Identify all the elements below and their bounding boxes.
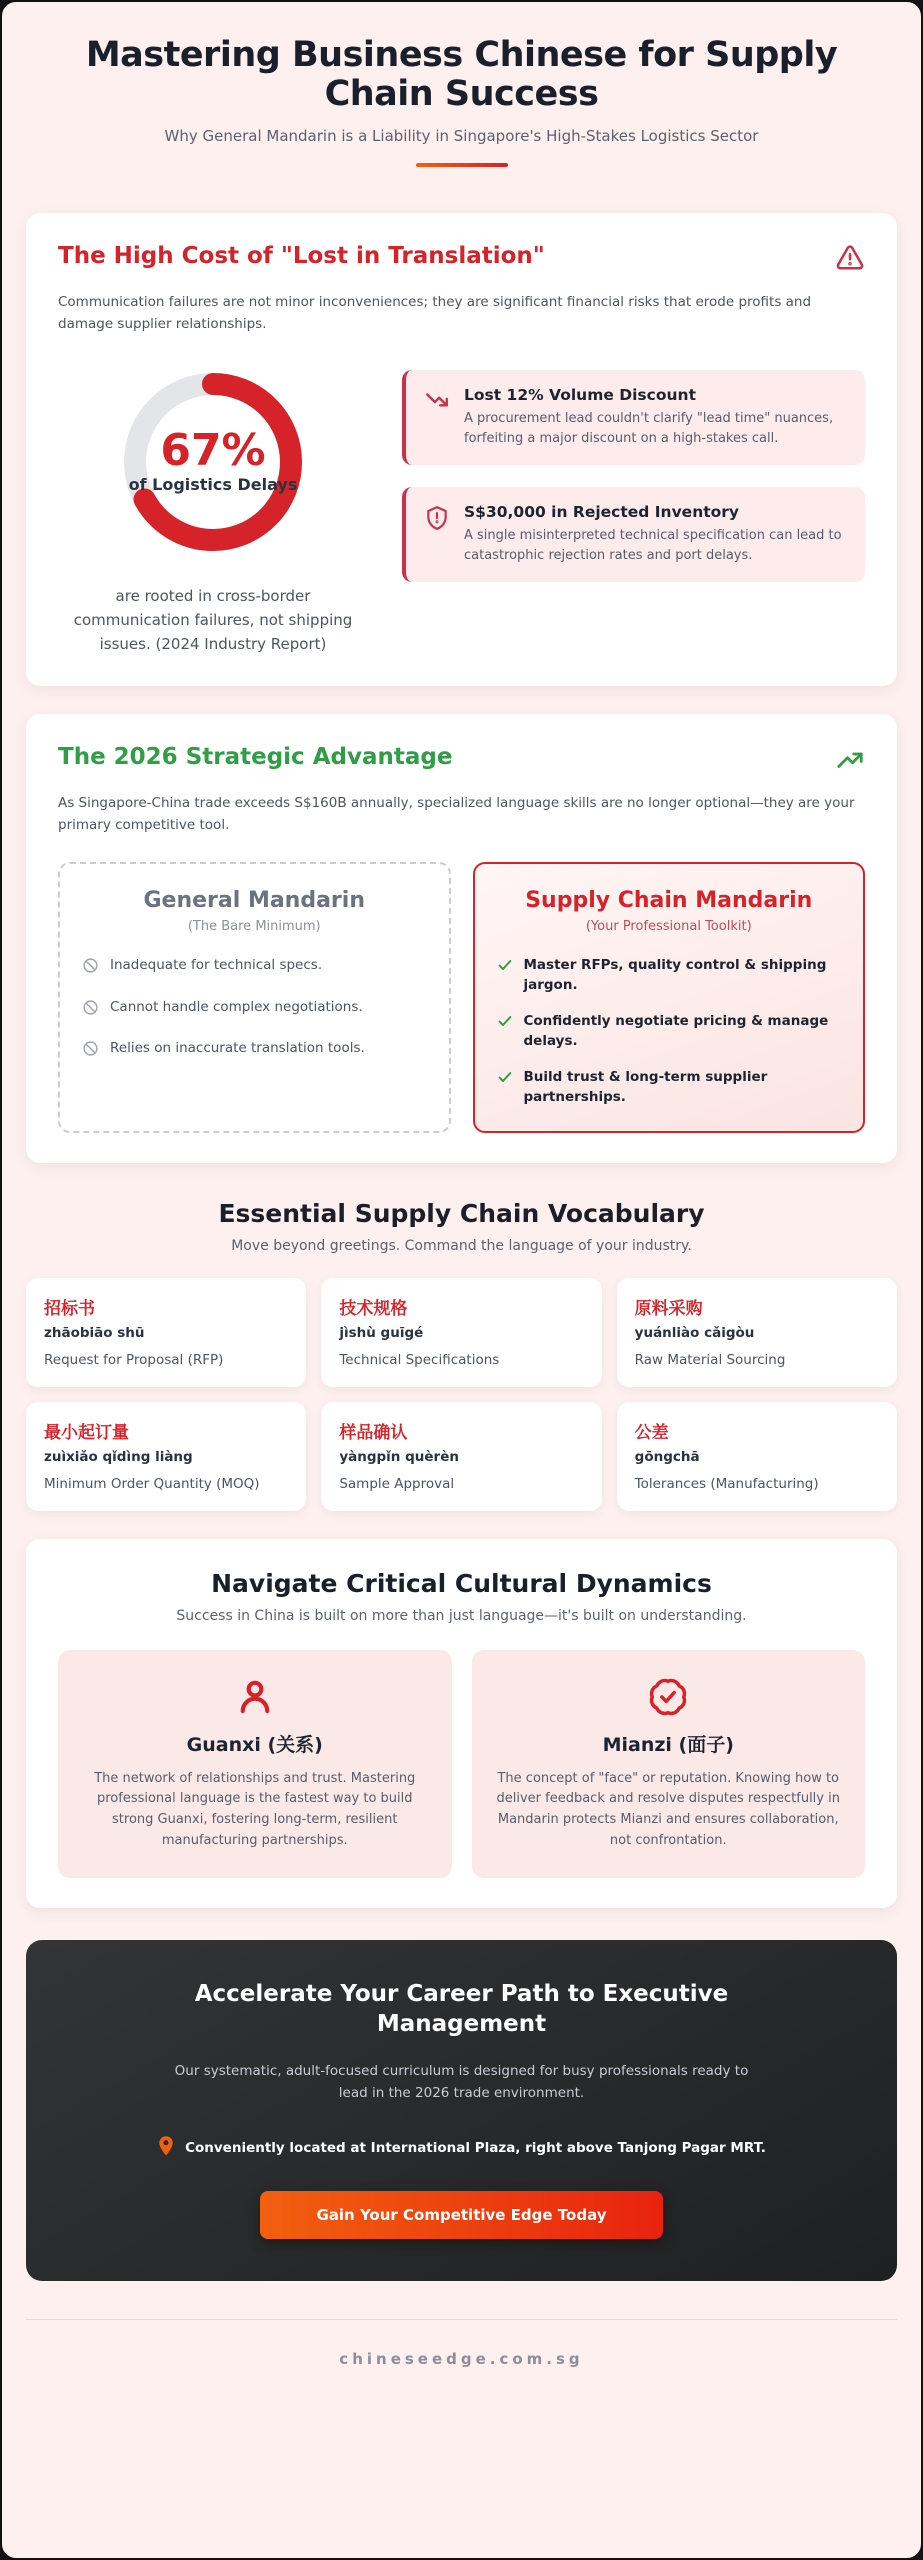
ban-icon [82,957,99,981]
risk-title: S$30,000 in Rejected Inventory [464,502,740,521]
supply-item: Confidently negotiate pricing & manage delays. [497,1012,842,1051]
check-icon [497,1013,513,1036]
vocab-card-specs: 技术规格 jìshù guīgé Technical Specifications [321,1278,601,1387]
badge-check-icon [496,1676,842,1718]
supply-mandarin-title: Supply Chain Mandarin [525,888,813,914]
page-footer [26,2319,897,2404]
general-item: Relies on inaccurate translation tools. [82,1039,427,1064]
trending-up-icon [835,744,865,778]
page-title: Mastering Business Chinese for Supply Chain Success [85,35,838,114]
page-header [2,2,921,185]
check-icon [497,957,513,980]
general-mandarin-box [58,862,451,1133]
culture-section-title: Navigate Critical Cultural Dynamics [211,1568,712,1598]
donut-caption: are rooted in cross-border communication failures, not shipping issues. (2024 Industry Report) [73,586,353,653]
vocab-card-rfp: 招标书 zhāobiāo shū Request for Proposal (RFP) [26,1278,306,1387]
risk-item-rejected-inventory [402,487,865,582]
trending-down-icon [424,388,450,418]
general-item: Cannot handle complex negotiations. [82,998,427,1023]
header-divider [416,163,508,167]
general-mandarin-subtitle: (The Bare Minimum) [187,919,321,935]
vocab-card-sourcing: 原料采购 yuánliào cǎigòu Raw Material Sourcing [617,1278,897,1387]
supply-item: Master RFPs, quality control & shipping jargon. [497,956,842,995]
person-icon [82,1676,428,1718]
page-subtitle: Why General Mandarin is a Liability in Singapore's High-Stakes Logistics Sector [164,127,759,145]
vocab-section [26,1199,897,1510]
culture-card-title: Mianzi (面子) [602,1733,734,1756]
delay-donut-chart [58,362,368,656]
cost-section-intro: Communication failures are not minor inconveniences; they are significant financial risks that erode profits and damage supplier relationships. [58,294,812,333]
culture-card-desc: The network of relationships and trust. Mastering professional language is the fastest way to build strong Guanxi, fostering long-term, resilient manufacturing partnerships. [94,1770,416,1848]
vocab-section-subtitle: Move beyond greetings. Command the language of your industry. [231,1238,692,1255]
general-item: Inadequate for technical specs. [82,956,427,981]
advantage-section-title: The 2026 Strategic Advantage [58,743,453,770]
donut-value: 67% [160,425,266,477]
risk-desc: A single misinterpreted technical specification can lead to catastrophic rejection rates and port delays. [464,527,842,563]
donut-label: of Logistics Delays [128,475,298,495]
location-pin-icon [157,2135,175,2161]
culture-section-subtitle: Success in China is built on more than just language—it's built on understanding. [176,1607,747,1624]
culture-section-card [26,1539,897,1908]
cta-title: Accelerate Your Career Path to Executive Management [194,1980,729,2037]
check-icon [497,1069,513,1092]
cost-section-card [26,213,897,686]
advantage-section-card [26,714,897,1164]
supply-item: Build trust & long-term supplier partnerships. [497,1068,842,1107]
culture-card-mianzi [472,1650,866,1878]
advantage-section-intro: As Singapore-China trade exceeds S$160B annually, specialized language skills are no longer optional—they are your primary competitive tool. [58,794,855,833]
cta-button[interactable]: Gain Your Competitive Edge Today [260,2191,662,2239]
vocab-section-title: Essential Supply Chain Vocabulary [218,1199,705,1229]
culture-card-title: Guanxi (关系) [186,1733,323,1756]
cta-location-text: Conveniently located at International Plaza, right above Tanjong Pagar MRT. [185,2140,766,2157]
risk-desc: A procurement lead couldn't clarify "lead time" nuances, forfeiting a major discount on a high-stakes call. [464,410,834,446]
general-mandarin-title: General Mandarin [143,888,365,914]
shield-alert-icon [424,505,450,535]
vocab-card-sample: 样品确认 yàngpǐn quèrèn Sample Approval [321,1402,601,1511]
ban-icon [82,999,99,1023]
culture-card-desc: The concept of "face" or reputation. Knowing how to deliver feedback and resolve disputes respectfully in Mandarin protects Mianzi and ensures collaboration, not confrontation. [496,1770,840,1848]
vocab-card-moq: 最小起订量 zuìxiǎo qǐdìng liàng Minimum Order Quantity (MOQ) [26,1402,306,1511]
ban-icon [82,1040,99,1064]
vocab-card-tolerances: 公差 gōngchā Tolerances (Manufacturing) [617,1402,897,1511]
cta-section [26,1940,897,2282]
risk-title: Lost 12% Volume Discount [464,385,696,404]
culture-card-guanxi [58,1650,452,1878]
supply-chain-mandarin-box [473,862,866,1133]
cta-desc: Our systematic, adult-focused curriculum is designed for busy professionals ready to lead in the 2026 trade environment. [174,2062,749,2102]
footer-domain: chineseedge.com.sg [339,2350,584,2369]
risk-item-volume-discount [402,370,865,465]
supply-mandarin-subtitle: (Your Professional Toolkit) [585,919,752,935]
cost-section-title: The High Cost of "Lost in Translation" [58,243,545,269]
alert-triangle-icon [835,243,865,277]
